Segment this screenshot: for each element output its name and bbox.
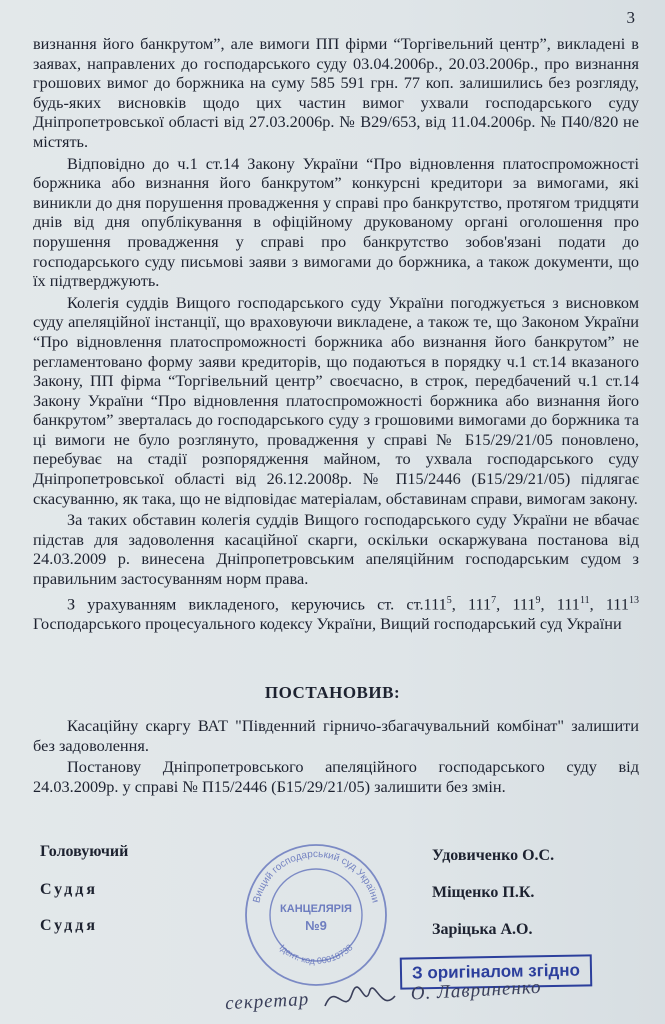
handwritten-title: секретар: [224, 988, 310, 1015]
stamp-center-line2: №9: [305, 918, 327, 933]
stamp-bottom-text: Ідент. код 00018738: [277, 942, 355, 966]
presiding-label: Головуючий: [40, 843, 129, 860]
article-superscript: 11: [579, 594, 590, 606]
text-run: , 111: [540, 594, 580, 614]
article-superscript: 9: [535, 594, 541, 606]
text-run: За таких обставин колегія суддів Вищого господарського суду України не вбачає підстав для задоволення касаційної скарги, оскільки оскаржувана постанова від 24.03.2009 р. винесена Дніпропетровським апеляційним господарським судом з правильним застосуванням норм права.: [33, 510, 639, 589]
decision-item: Касаційну скаргу ВАТ "Південний гірничо-збагачувальний комбінат" залишити без задоволення.: [33, 716, 639, 755]
svg-text:Ідент. код 00018738: [277, 942, 354, 966]
decision-block: [33, 716, 639, 798]
stamp-center-line1: КАНЦЕЛЯРІЯ: [280, 903, 352, 915]
body-paragraph: [33, 510, 639, 588]
page-number: 3: [626, 8, 635, 27]
text-run: Відповідно до ч.1 ст.14 Закону України “Про відновлення платоспроможності боржника або визнання його банкрутом” конкурсні кредитори за вимогами, які виникли до дня порушення провадження у справі про банкрутство, протягом тридцяти днів від дня опублікування в офіційному друкованому органі оголошення про порушення провадження у справі про банкрутство зобов'язані подати до господарського суду письмові заяви з вимогами до боржника, а також документи, що їх підтверджують.: [33, 153, 639, 291]
body-paragraph: [33, 154, 639, 291]
text-run: , 111: [589, 594, 629, 614]
body-paragraph: [33, 34, 639, 152]
judge-label-2: Суддя: [40, 917, 98, 934]
stamp-ring-text: Вищий господарський суд України: [251, 848, 381, 905]
handwritten-name: О. Лавриненко: [410, 976, 542, 1005]
resolution-heading: ПОСТАНОВИВ:: [264, 683, 401, 702]
decision-item: Постанову Дніпропетровського апеляційного господарського суду від 24.03.2009р. у справі № П15/2446 (Б15/29/21/05) залишити без змін.: [33, 757, 639, 796]
court-office-stamp: [243, 842, 389, 988]
text-run: Господарського процесуального кодексу України, Вищий господарський суд України: [33, 613, 622, 633]
text-run: Колегія суддів Вищого господарського суду України погоджується з висновком суду апеляційної інстанції, що враховуючи викладене, а також те, що Законом України “Про відновлення платоспроможності боржника або визнання його банкрутом” не регламентовано форму заяви кредиторів, що подаються в порядку ч.1 ст.14 вказаного Закону, ПП фірма “Торгівельний центр” своєчасно, в строк, передбачений ч.1 ст.14 Закону України “Про відновлення платоспроможності боржника або визнання його банкрутом” зверталась до господарського суду з грошовими вимогами до боржника та ці вимоги не було розглянуто, провадження у справі № Б15/29/21/05 поновлено, перебуває на стадії розпорядження майном, то ухвала господарського суду Дніпропетровської області від 26.12.2008р. № П15/2446 (Б15/29/21/05) підлягає скасуванню, як така, що не відповідає матеріалам, обставинам справи, вимогам закону.: [33, 292, 639, 508]
certified-copy-stamp: З оригіналом згідно: [400, 954, 593, 989]
article-superscript: 13: [628, 594, 639, 606]
body-paragraph: [33, 293, 639, 509]
presiding-name: Удовиченко О.С.: [432, 847, 555, 864]
text-run: , 111: [451, 594, 492, 614]
text-run: , 111: [496, 594, 536, 614]
text-run: визнання його банкрутом”, але вимоги ПП фірми “Торгівельний центр”, викладені в заявах, направлених до господарського суду 03.04.2006р., 20.03.2006р., про визнання грошових вимог до боржника на суму 585 591 грн. 77 коп. залишились без розгляду, будь-яких висновків щодо цих частин вимог ухвали господарського суду Дніпропетровської області від 27.03.2006р. № В29/653, від 11.04.2006р. № П40/820 не містять.: [33, 34, 639, 151]
text-run: З урахуванням викладеного, керуючись ст. ст.111: [67, 594, 447, 614]
signature-scribble: [320, 976, 400, 1020]
article-superscript: 5: [446, 594, 452, 606]
judge-label-1: Суддя: [40, 881, 98, 898]
judge-name-1: Міщенко П.К.: [432, 884, 535, 901]
judge-name-2: Заріцька А.О.: [432, 921, 533, 938]
svg-text:Вищий господарський суд Україн: [251, 849, 380, 904]
article-superscript: 7: [491, 594, 497, 606]
body-paragraph: [33, 591, 639, 634]
body-text: [33, 34, 639, 633]
